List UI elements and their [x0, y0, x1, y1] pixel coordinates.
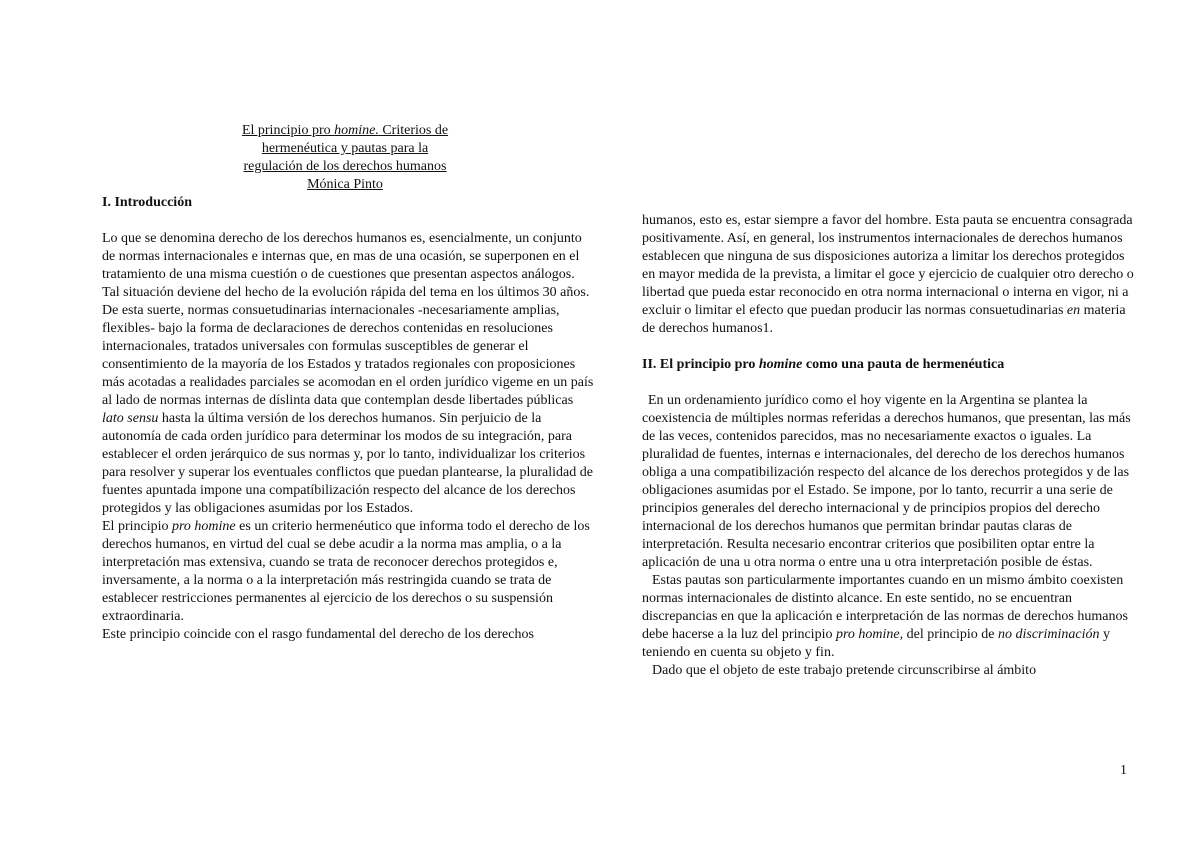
paragraph-7 [642, 572, 1136, 662]
paragraph-5-pre: humanos, esto es, estar siempre a favor del hombre. Esta pauta se encuentra consagrada positivamente. Así, en general, los instrumentos internacionales de derechos humanos establecen que ninguna de sus disposiciones autoriza a limitar los derechos protegidos en mayor medida de la prevista, a limitar el goce y ejercicio de cualquier otro derecho o libertad que pueda estar reconocido en otra norma internacional o interna en vigor, ni a excluir o limitar el efecto que puedan producir las normas consuetudinarias [642, 213, 1134, 318]
paragraph-7-pre: Estas pautas son particularmente importantes cuando en un mismo ámbito coexisten normas internacionales de distinto alcance. En este sentido, no se encuentran discrepancias en que la aplicación e interpretación de las normas de derechos humanos debe hacerse a la luz del principio [642, 573, 1128, 642]
paragraph-5 [642, 212, 1136, 338]
spacer [642, 374, 1136, 392]
author-name: Mónica Pinto [307, 177, 383, 192]
title-line-1-emphasis: homine. [334, 123, 379, 138]
title-line-1 [210, 122, 480, 140]
spacer [642, 338, 1136, 356]
paragraph-2-emphasis: lato sensu [102, 411, 159, 426]
paragraph-2-post: hasta la última versión de los derechos humanos. Sin perjuicio de la autonomía de cada orden jurídico para determinar los modos de su integración, para establecer el orden jerárquico de sus normas y, por lo tanto, individualizar los criterios para resolver y superar los eventuales conflictos que puedan plantearse, la pluralidad de fuentes apuntada impone una compatíbilización respecto del alcance de los derechos protegidos y las obligaciones asumidas por los Estados. [102, 411, 593, 516]
paragraph-3-emphasis: pro homine [172, 519, 236, 534]
paragraph-1: Lo que se denomina derecho de los derechos humanos es, esencialmente, un conjunto de normas internacionales e internas que, en mas de una ocasión, se superponen en el tratamiento de una misma cuestión o de cuestiones que presentan aspectos análogos. Tal situación deviene del hecho de la evolución rápida del tema en los últimos 30 años. [102, 231, 590, 300]
paragraph-3-pre: El principio [102, 519, 172, 534]
paragraph-7-emphasis-2: no discriminación [998, 627, 1100, 642]
paragraph-2-pre: De esta suerte, normas consuetudinarias internacionales -necesariamente amplias, flexibles- bajo la forma de declaraciones de derechos contenidas en resoluciones internacionales, tratados universales con formulas susceptibles de generar el consentimiento de la mayoría de los Estados y tratados regionales con proposiciones más acotadas a realidades parciales se acomodan en el orden jurídico vigeme en un país al lado de normas internas de díslinta data que contemplan desde libertades públicas [102, 303, 594, 408]
heading-post: como una pauta de hermenéutica [802, 357, 1005, 372]
document-title [210, 122, 480, 194]
title-line-1-post: Criterios de [378, 123, 449, 138]
paragraph-7-post: y teniendo en cuenta su objeto y fin. [642, 627, 1110, 660]
heading-pre: II. El principio pro [642, 357, 759, 372]
paragraph-8: Dado que el objeto de este trabajo pretende circunscribirse al ámbito [652, 663, 1037, 678]
page-number: 1 [1120, 763, 1127, 778]
paragraph-4: Este principio coincide con el rasgo fundamental del derecho de los derechos [102, 627, 534, 642]
title-line-3: regulación de los derechos humanos [243, 159, 447, 174]
paragraph-5-emphasis: en [1066, 303, 1081, 318]
paragraph-6: En un ordenamiento jurídico como el hoy vigente en la Argentina se plantea la coexistencia de múltiples normas referidas a derechos humanos, que presentan, las más de las veces, contenidos parecidos, mas no necesariamente exactos o iguales. La pluralidad de fuentes, internas e internacionales, del derecho de los derechos humanos obliga a una compatibilización respecto del alcance de los derechos protegidos y de las obligaciones asumidas por el Estado. Se impone, por lo tanto, recurrir a una serie de principios generales del derecho internacional y de principios propios del derecho internacional de los derechos humanos que permitan brindar pautas claras de interpretación. Resulta necesario encontrar criterios que posibiliten optar entre la aplicación de una u otra norma o entre una u otra interpretación posible de éstas. [642, 393, 1131, 570]
paragraph-7-mid: del principio de [903, 627, 998, 642]
paragraph-3-post: es un criterio hermenéutico que informa todo el derecho de los derechos humanos, en virtud del cual se debe acudir a la norma mas amplia, o a la interpretación mas extensiva, cuando se trata de reconocer derechos protegidos e, inversamente, a la norma o a la interpretación más restringida cuando se trata de establecer restricciones permanentes al ejercicio de los derechos o su suspensión extraordinaria. [102, 519, 590, 624]
paragraph-2 [102, 302, 594, 518]
heading-emphasis: homine [758, 357, 803, 372]
paragraph-7-emphasis-1: pro homine, [835, 627, 904, 642]
title-line-2: hermenéutica y pautas para la [261, 141, 429, 156]
spacer [102, 212, 594, 230]
paragraph-5-post: materia de derechos humanos1. [642, 303, 1126, 336]
section-heading-introduction: I. Introducción [102, 195, 192, 210]
left-column [102, 194, 594, 644]
section-heading-principio [642, 356, 1136, 374]
right-column [642, 212, 1136, 680]
paragraph-3 [102, 518, 594, 626]
title-line-1-pre: El principio pro [241, 123, 335, 138]
